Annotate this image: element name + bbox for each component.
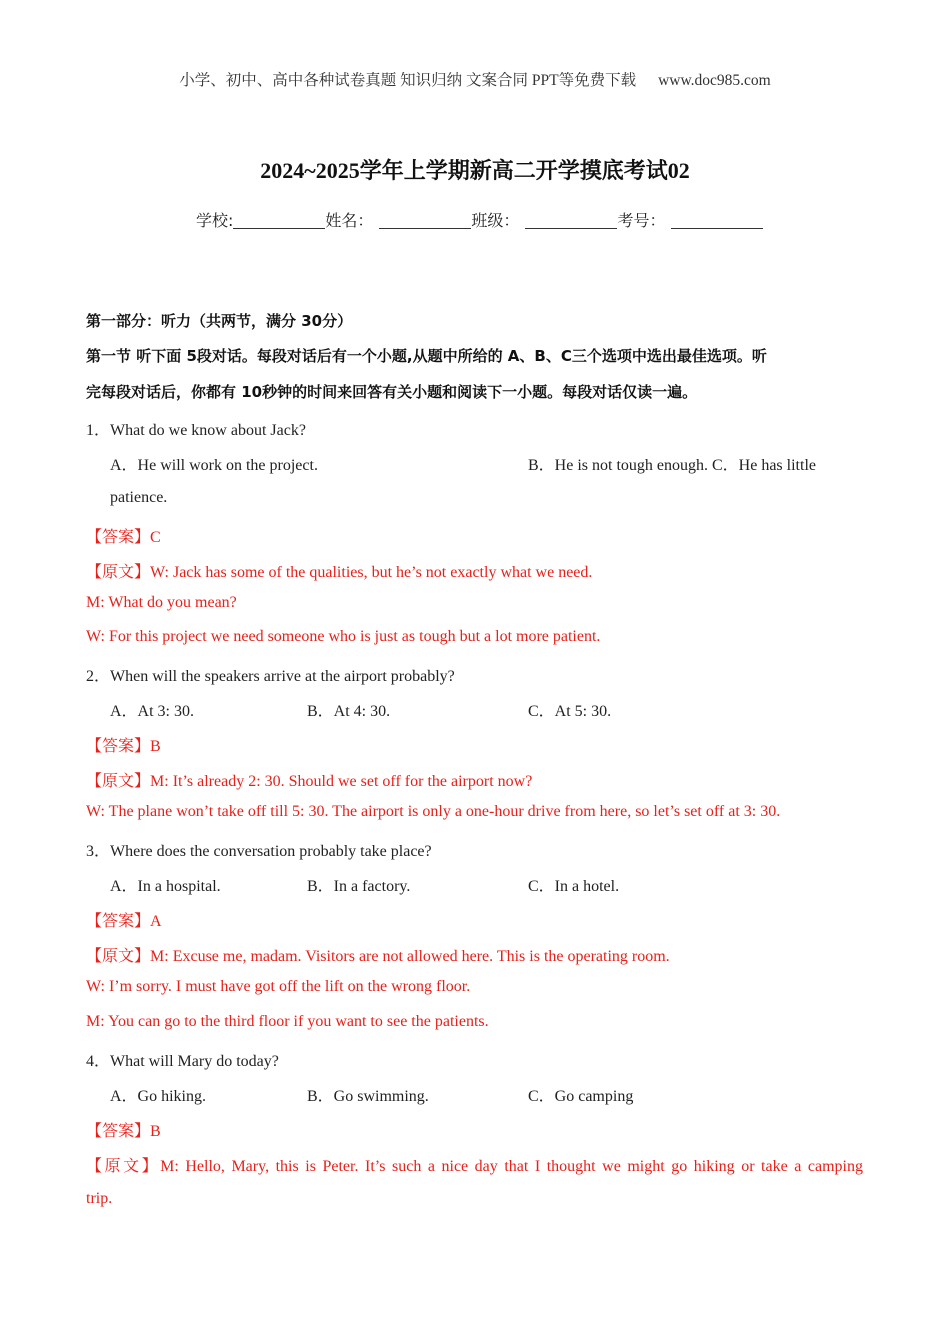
school-blank xyxy=(233,210,325,229)
question-1-option-c: C．He has little xyxy=(712,457,816,474)
question-2-stem: 2．When will the speakers arrive at the airport probably? xyxy=(86,668,455,685)
name-blank xyxy=(379,210,471,229)
question-4-transcript-line: 【原文】M: Hello, Mary, this is Peter. It’s such a nice day that I thought we might go hiking or take a camping xyxy=(86,1158,863,1175)
name-label: 姓名： xyxy=(325,211,374,230)
question-2-option-b: B．At 4: 30. xyxy=(307,703,391,720)
question-2-transcript-line: 【原文】M: It’s already 2: 30. Should we set off for the airport now? xyxy=(86,773,533,790)
header-text: 小学、初中、高中各种试卷真题 知识归纳 文案合同 PPT等免费下载 xyxy=(179,72,637,89)
question-2-answer: 【答案】B xyxy=(86,738,161,755)
question-1-transcript-line: 【原文】W: Jack has some of the qualities, but he’s not exactly what we need. xyxy=(86,564,593,581)
question-4-option-c: C．Go camping xyxy=(528,1088,634,1105)
class-blank xyxy=(525,210,617,229)
question-4-option-b: B．Go swimming. xyxy=(307,1088,429,1105)
exam-title: 2024~2025学年上学期新高二开学摸底考试02 xyxy=(260,158,690,183)
question-3-transcript-line: 【原文】M: Excuse me, madam. Visitors are not allowed here. This is the operating room. xyxy=(86,948,670,965)
class-label: 班级： xyxy=(471,211,520,230)
question-1-transcript-line: M: What do you mean? xyxy=(86,594,237,611)
instruction-line-1: 第一节 听下面 5段对话。每段对话后有一个小题,从题中所给的 A、B、C三个选项中选出最佳选项。听 xyxy=(86,347,767,365)
number-label: 考号： xyxy=(617,211,666,230)
part-heading: 第一部分：听力（共两节，满分 30分） xyxy=(86,312,353,330)
question-4-stem: 4．What will Mary do today? xyxy=(86,1053,279,1070)
question-4-answer: 【答案】B xyxy=(86,1123,161,1140)
instruction-line-2: 完每段对话后，你都有 10秒钟的时间来回答有关小题和阅读下一小题。每段对话仅读一遍。 xyxy=(86,383,698,401)
question-3-transcript-line: M: You can go to the third floor if you want to see the patients. xyxy=(86,1013,489,1030)
question-3-stem: 3．Where does the conversation probably take place? xyxy=(86,843,432,860)
header-site-link[interactable]: www.doc985.com xyxy=(658,72,771,89)
question-4-option-a: A．Go hiking. xyxy=(110,1088,207,1105)
question-1-option-a: A．He will work on the project. xyxy=(110,457,318,474)
question-3-transcript-line: W: I’m sorry. I must have got off the lift on the wrong floor. xyxy=(86,978,471,995)
question-1-stem: 1．What do we know about Jack? xyxy=(86,422,306,439)
question-1-option-c-cont: patience. xyxy=(110,489,168,506)
question-2-transcript-line: W: The plane won’t take off till 5: 30. The airport is only a one-hour drive from here, so let’s set off at 3: 30. xyxy=(86,803,781,820)
question-4-transcript-line: trip. xyxy=(86,1190,113,1207)
question-3-option-a: A．In a hospital. xyxy=(110,878,221,895)
student-info-line xyxy=(196,208,763,231)
number-blank xyxy=(671,210,763,229)
question-3-answer: 【答案】A xyxy=(86,913,162,930)
question-1-option-b: B．He is not tough enough. C．He has little xyxy=(528,457,816,474)
question-2-option-a: A．At 3: 30. xyxy=(110,703,195,720)
school-label: 学校: xyxy=(196,211,234,230)
question-3-option-b: B．In a factory. xyxy=(307,878,411,895)
page-header xyxy=(0,68,950,90)
question-2-option-c: C．At 5: 30. xyxy=(528,703,612,720)
question-1-transcript-line: W: For this project we need someone who is just as tough but a lot more patient. xyxy=(86,628,601,645)
question-1-answer: 【答案】C xyxy=(86,529,161,546)
question-3-option-c: C．In a hotel. xyxy=(528,878,620,895)
